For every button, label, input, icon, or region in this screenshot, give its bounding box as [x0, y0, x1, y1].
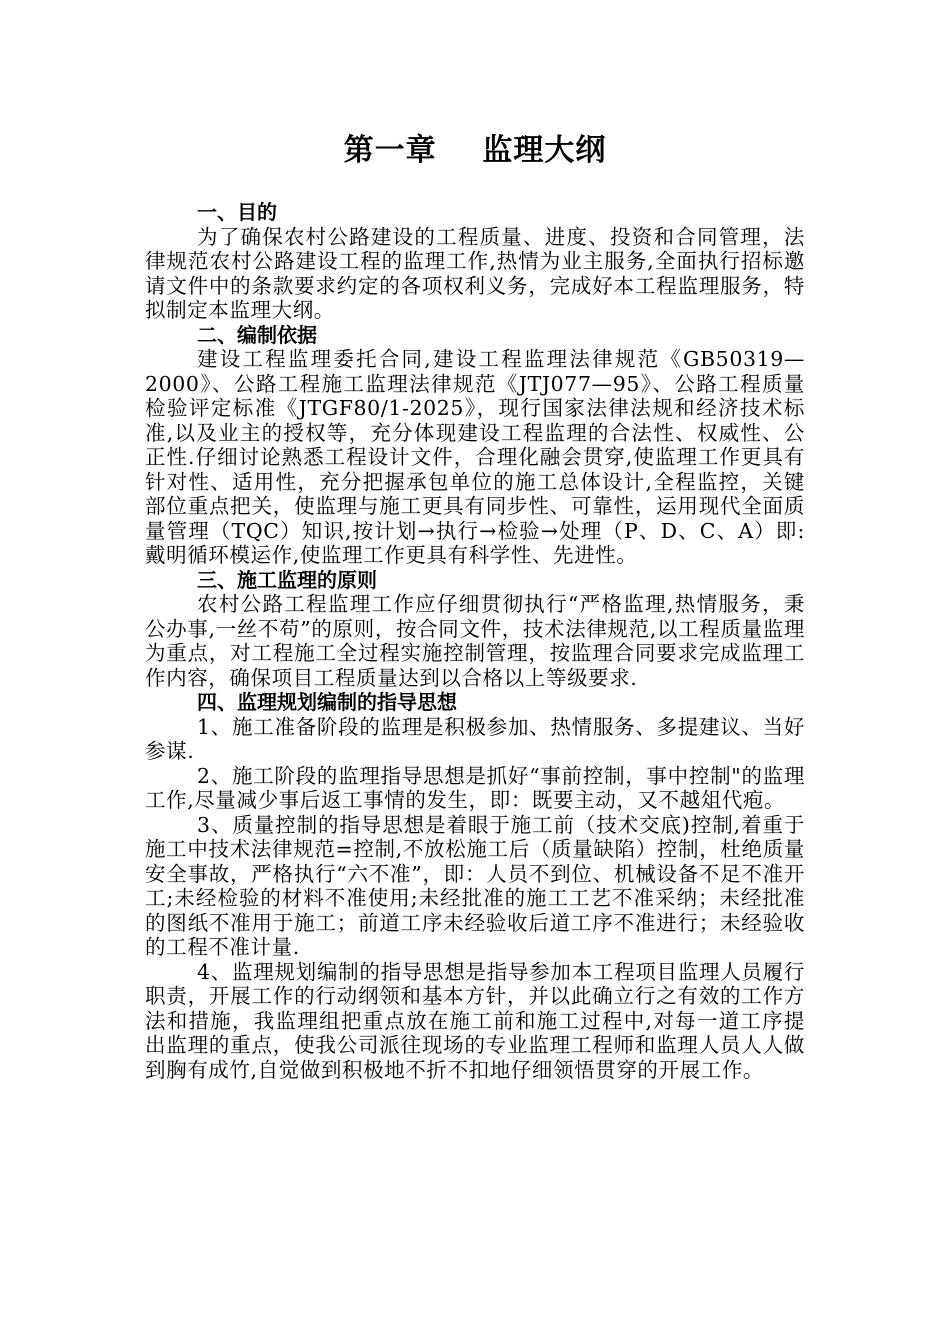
section-principles	[145, 568, 805, 691]
section-paragraph: 农村公路工程监理工作应仔细贯彻执行“严格监理,热情服务，秉公办事,一丝不苟”的原则，按合同文件，技术法律规范,以工程质量监理为重点，对工程施工全过程实施控制管理，按监理合同要求完成监理工作内容，确保项目工程质量达到以合格以上等级要求.	[145, 592, 805, 690]
section-heading: 三、施工监理的原则	[197, 567, 377, 592]
numbered-paragraph: 2、施工阶段的监理指导思想是抓好“事前控制，事中控制"的监理工作,尽量减少事后返工事情的发生，即：既要主动，又不越俎代疱。	[145, 763, 805, 812]
section-paragraph: 为了确保农村公路建设的工程质量、进度、投资和合同管理，法律规范农村公路建设工程的监理工作,热情为业主服务,全面执行招标邀请文件中的条款要求约定的各项权利义务，完成好本工程监理服务，特拟制定本监理大纲。	[145, 224, 805, 322]
section-paragraph: 建设工程监理委托合同,建设工程监理法律规范《GB50319—2000》、公路工程施工监理法律规范《JTJ077—95》、公路工程质量检验评定标准《JTGF80/1-2025》，现行国家法律法规和经济技术标准,以及业主的授权等，充分体现建设工程监理的合法性、权威性、公正性.仔细讨论熟悉工程设计文件，合理化融会贯穿,使监理工作更具有针对性、适用性，充分把握承包单位的施工总体设计,全程监控，关键部位重点把关，使监理与施工更具有同步性、可靠性，运用现代全面质量管理（TQC）知识,按计划→执行→检验→处理（P、D、C、A）即:戴明循环模运作,使监理工作更具有科学性、先进性。	[145, 347, 805, 567]
chapter-title: 第一章 监理大纲	[343, 133, 607, 168]
section-purpose	[145, 200, 805, 323]
section-heading: 一、目的	[197, 200, 277, 224]
section-heading: 四、监理规划编制的指导思想	[197, 690, 457, 714]
document-page	[145, 128, 805, 1082]
section-basis	[145, 323, 805, 568]
numbered-paragraph: 1、施工准备阶段的监理是积极参加、热情服务、多提建议、当好参谋.	[145, 714, 805, 763]
section-guiding-ideas	[145, 690, 805, 1082]
numbered-paragraph: 4、监理规划编制的指导思想是指导参加本工程项目监理人员履行职责，开展工作的行动纲领和基本方针，并以此确立行之有效的工作方法和措施，我监理组把重点放在施工前和施工过程中,对每一道工序提出监理的重点，使我公司派往现场的专业监理工程师和监理人员人人做到胸有成竹,自觉做到积极地不折不扣地仔细领悟贯穿的开展工作。	[145, 959, 805, 1082]
section-heading: 二、编制依据	[197, 322, 317, 347]
numbered-paragraph: 3、质量控制的指导思想是着眼于施工前（技术交底)控制,着重于施工中技术法律规范=控制,不放松施工后（质量缺陷）控制，杜绝质量安全事故，严格执行“六不准”，即：人员不到位、机械设备不足不准开工;未经检验的材料不准使用;未经批准的施工工艺不准采纳；未经批准的图纸不准用于施工；前道工序未经验收后道工序不准进行；未经验收的工程不准计量.	[145, 812, 805, 959]
